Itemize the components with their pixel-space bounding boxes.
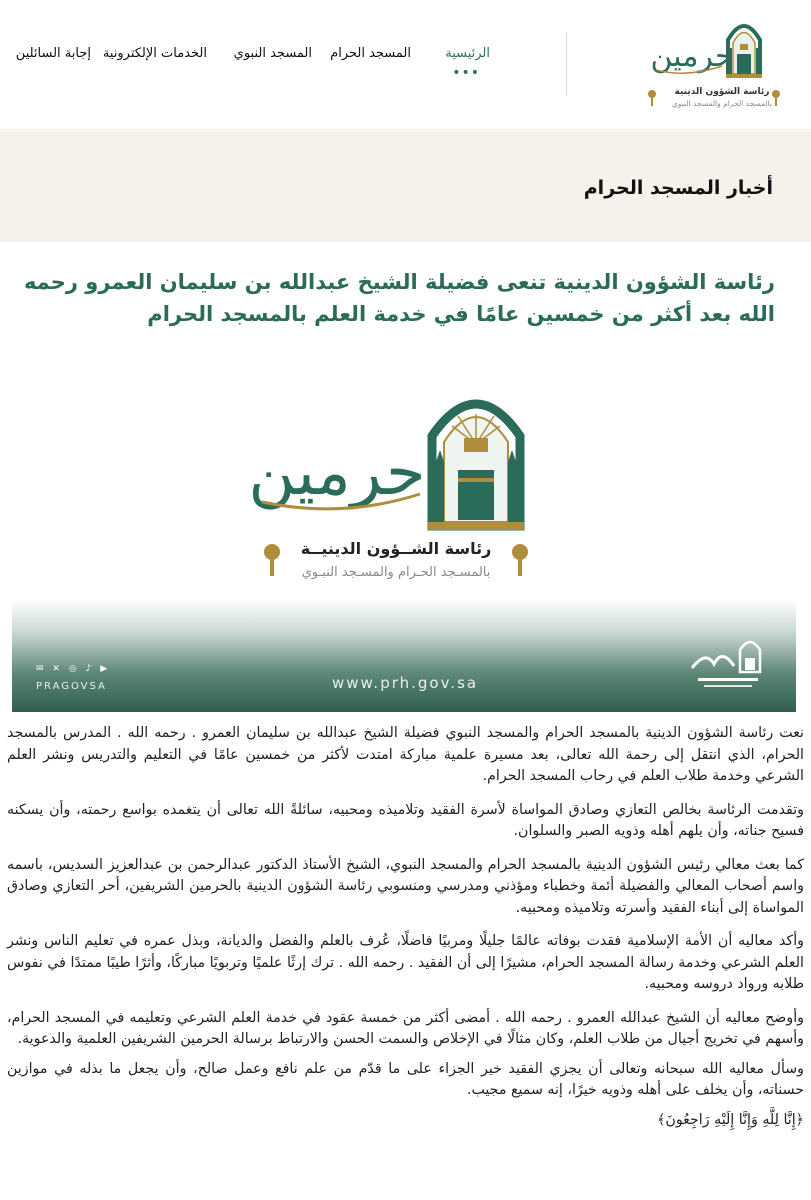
nav-active-indicator: ••• <box>452 65 480 81</box>
article-image <box>12 354 796 712</box>
youtube-icon: ▶ <box>100 664 111 674</box>
tiktok-icon: ♪ <box>85 664 95 674</box>
quran-verse: ﴿إِنَّا لِلَّهِ وَإِنَّا إِلَيْهِ رَاجِعُونَ﴾ <box>657 1111 804 1128</box>
hero-mini-logo <box>684 632 774 694</box>
article-paragraph: نعت رئاسة الشؤون الدينية بالمسجد الحرام والمسجد النبوي فضيلة الشيخ عبدالله بن سليمان العمرو . رحمه الله . المدرس بالمسجد الحرام، الذي انتقل إلى رحمة الله تعالى، بعد مسيرة علمية مباركة امتدت لأكثر من خمسين عامًا في التعليم والتدريس ونشر العلم الشرعي وخدمة طلاب العلم في رحاب المسجد الحرام. <box>7 725 804 784</box>
article-title: رئاسة الشؤون الدينية تنعى فضيلة الشيخ عبدالله بن سليمان العمرو رحمه الله بعد أكثر من خمسين عامًا في خدمة العلم بالمسجد الحرام <box>23 270 775 326</box>
main-nav <box>0 46 500 81</box>
logo-wordmark: حرمين <box>650 39 734 74</box>
hero-social-icons <box>36 664 110 674</box>
snapchat-icon: ✉ <box>36 664 47 674</box>
nav-eservices[interactable]: الخدمات الإلكترونية <box>102 46 207 61</box>
article-paragraph: وأكد معاليه أن الأمة الإسلامية فقدت بوفاته عالمًا جليلًا ومربيًا فاضلًا، عُرف بالعلم والفضل والديانة، وبذل عمره في تعليم الناس ونشر العلم الشرعي وخدمة رسالة المسجد الحرام، مشيرًا إلى أن الفقيد . رحمه الله . ترك إرثًا علميًا وتربويًا مباركًا، وأثرًا طيبًا ممتدًا في نفوس طلابه ورواد دروسه ومحبيه. <box>7 933 804 992</box>
article-paragraph: وأوضح معاليه أن الشيخ عبدالله العمرو . رحمه الله . أمضى أكثر من خمسة عقود في خدمة العلم الشرعي وتعليمه في المسجد الحرام، وأسهم في تخريج أجيال من طلاب العلم، وكان مثالًا في الإخلاص والسمت الحسن والارتباط برسالة الحرمين الشريفين العلمية والدعوية. <box>7 1009 804 1047</box>
article-paragraph: وتقدمت الرئاسة بخالص التعازي وصادق المواساة لأسرة الفقيد وتلاميذه ومحبيه، سائلةً الله تعالى أن يتغمده بواسع رحمته، وأن يسكنه فسيح جناته، وأن يلهم أهله وذويه الصبر والسلوان. <box>7 801 804 839</box>
nav-fatwa[interactable]: إجابة السائلين <box>15 46 91 61</box>
hero-line1: رئاسة الشــؤون الدينيــة <box>300 539 492 558</box>
nav-nabawi[interactable]: المسجد النبوي <box>233 46 312 61</box>
hero-logo <box>12 354 796 604</box>
logo-line1: رئاسة الشؤون الدينية <box>674 87 770 97</box>
hero-wordmark: حرمين <box>248 436 426 510</box>
site-header <box>0 0 811 130</box>
site-logo[interactable] <box>636 8 786 113</box>
hero-line2: بالمسـجد الحـرام والمسـجد النبـوي <box>301 565 491 580</box>
x-icon: ✕ <box>52 664 63 674</box>
instagram-icon: ◎ <box>68 664 80 674</box>
hero-handle: PRAGOVSA <box>36 681 107 692</box>
hero-url: www.prh.gov.sa <box>332 674 479 692</box>
article-body <box>7 723 804 1143</box>
section-title: أخبار المسجد الحرام <box>583 177 773 199</box>
article-paragraph: وسأل معاليه الله سبحانه وتعالى أن يجزي الفقيد خير الجزاء على ما قدّم من علم نافع وعمل صالح، وأن يجعل ما بذله في موازين حسناته، وأن يخلف على أهله وذويه خيرًا، إنه سميع مجيب. <box>7 1060 804 1098</box>
hero-footer-band <box>12 599 796 712</box>
header-divider <box>566 32 567 96</box>
nav-home[interactable]: الرئيسية <box>445 46 490 61</box>
logo-line2: بالمسجد الحرام والمسجد النبوي <box>671 99 773 108</box>
section-banner <box>0 131 811 242</box>
nav-haram[interactable]: المسجد الحرام <box>330 46 411 61</box>
article-paragraph: كما بعث معالي رئيس الشؤون الدينية بالمسجد الحرام والمسجد النبوي، الشيخ الأستاذ الدكتور عبدالرحمن بن عبدالعزيز السديس، باسمه واسم أصحاب المعالي والفضيلة أئمة وخطباء ومؤذني ومدرسي ومنسوبي رئاسة الشؤون الدينية بالحرمين الشريفين، أحر التعازي وصادق المواساة إلى أبناء الفقيد وأسرته وتلاميذه ومحبيه. <box>7 856 804 916</box>
